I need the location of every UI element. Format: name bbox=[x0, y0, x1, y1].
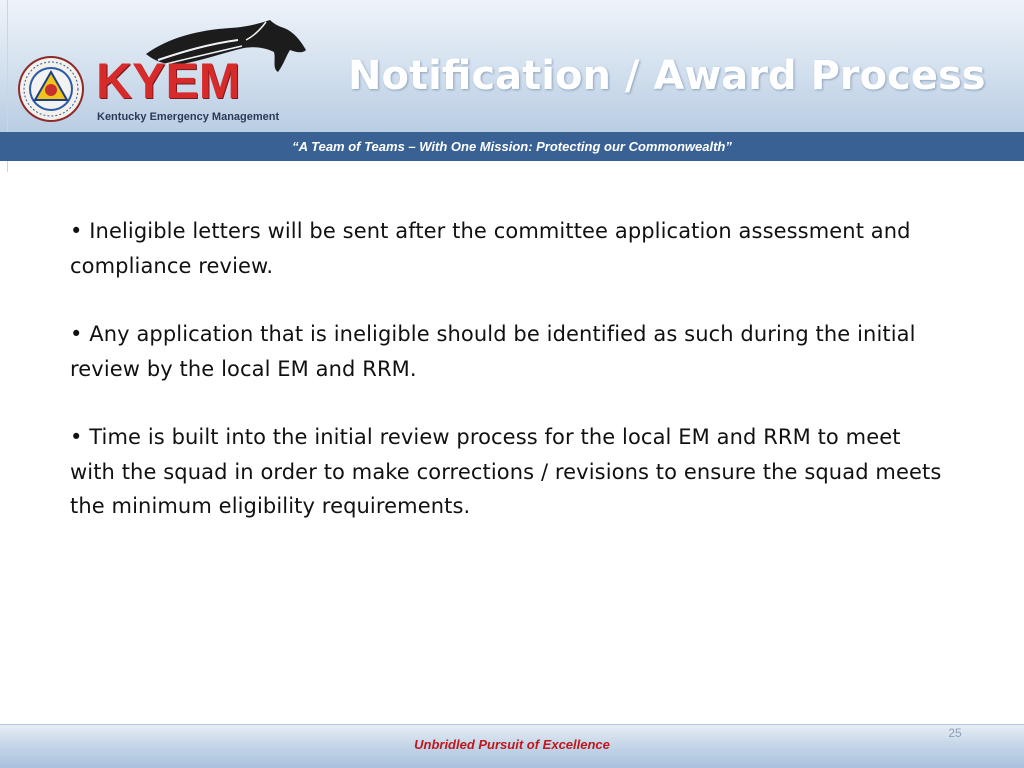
motto-text: “A Team of Teams – With One Mission: Protecting our Commonwealth” bbox=[292, 139, 732, 154]
kyem-subtitle: Kentucky Emergency Management bbox=[97, 111, 280, 123]
footer-divider bbox=[0, 724, 1024, 725]
slide-title: Notification / Award Process bbox=[348, 53, 986, 99]
kyem-seal-icon bbox=[16, 54, 86, 124]
bullet-item: • Ineligible letters will be sent after the committee application assessment and compliance review. bbox=[70, 219, 911, 278]
kyem-wordmark: KYEM bbox=[96, 53, 241, 109]
page-number: 25 bbox=[948, 726, 962, 740]
bullet-item: • Any application that is ineligible should be identified as such during the initial review by the local EM and RRM. bbox=[70, 322, 916, 381]
motto-bar bbox=[0, 132, 1024, 161]
bullet-item: • Time is built into the initial review process for the local EM and RRM to meet with the squad in order to make corrections / revisions to ensure the squad meets the minimum eligibility requirements. bbox=[70, 425, 942, 518]
bullet-list bbox=[70, 214, 950, 524]
footer-tagline: Unbridled Pursuit of Excellence bbox=[414, 737, 610, 752]
